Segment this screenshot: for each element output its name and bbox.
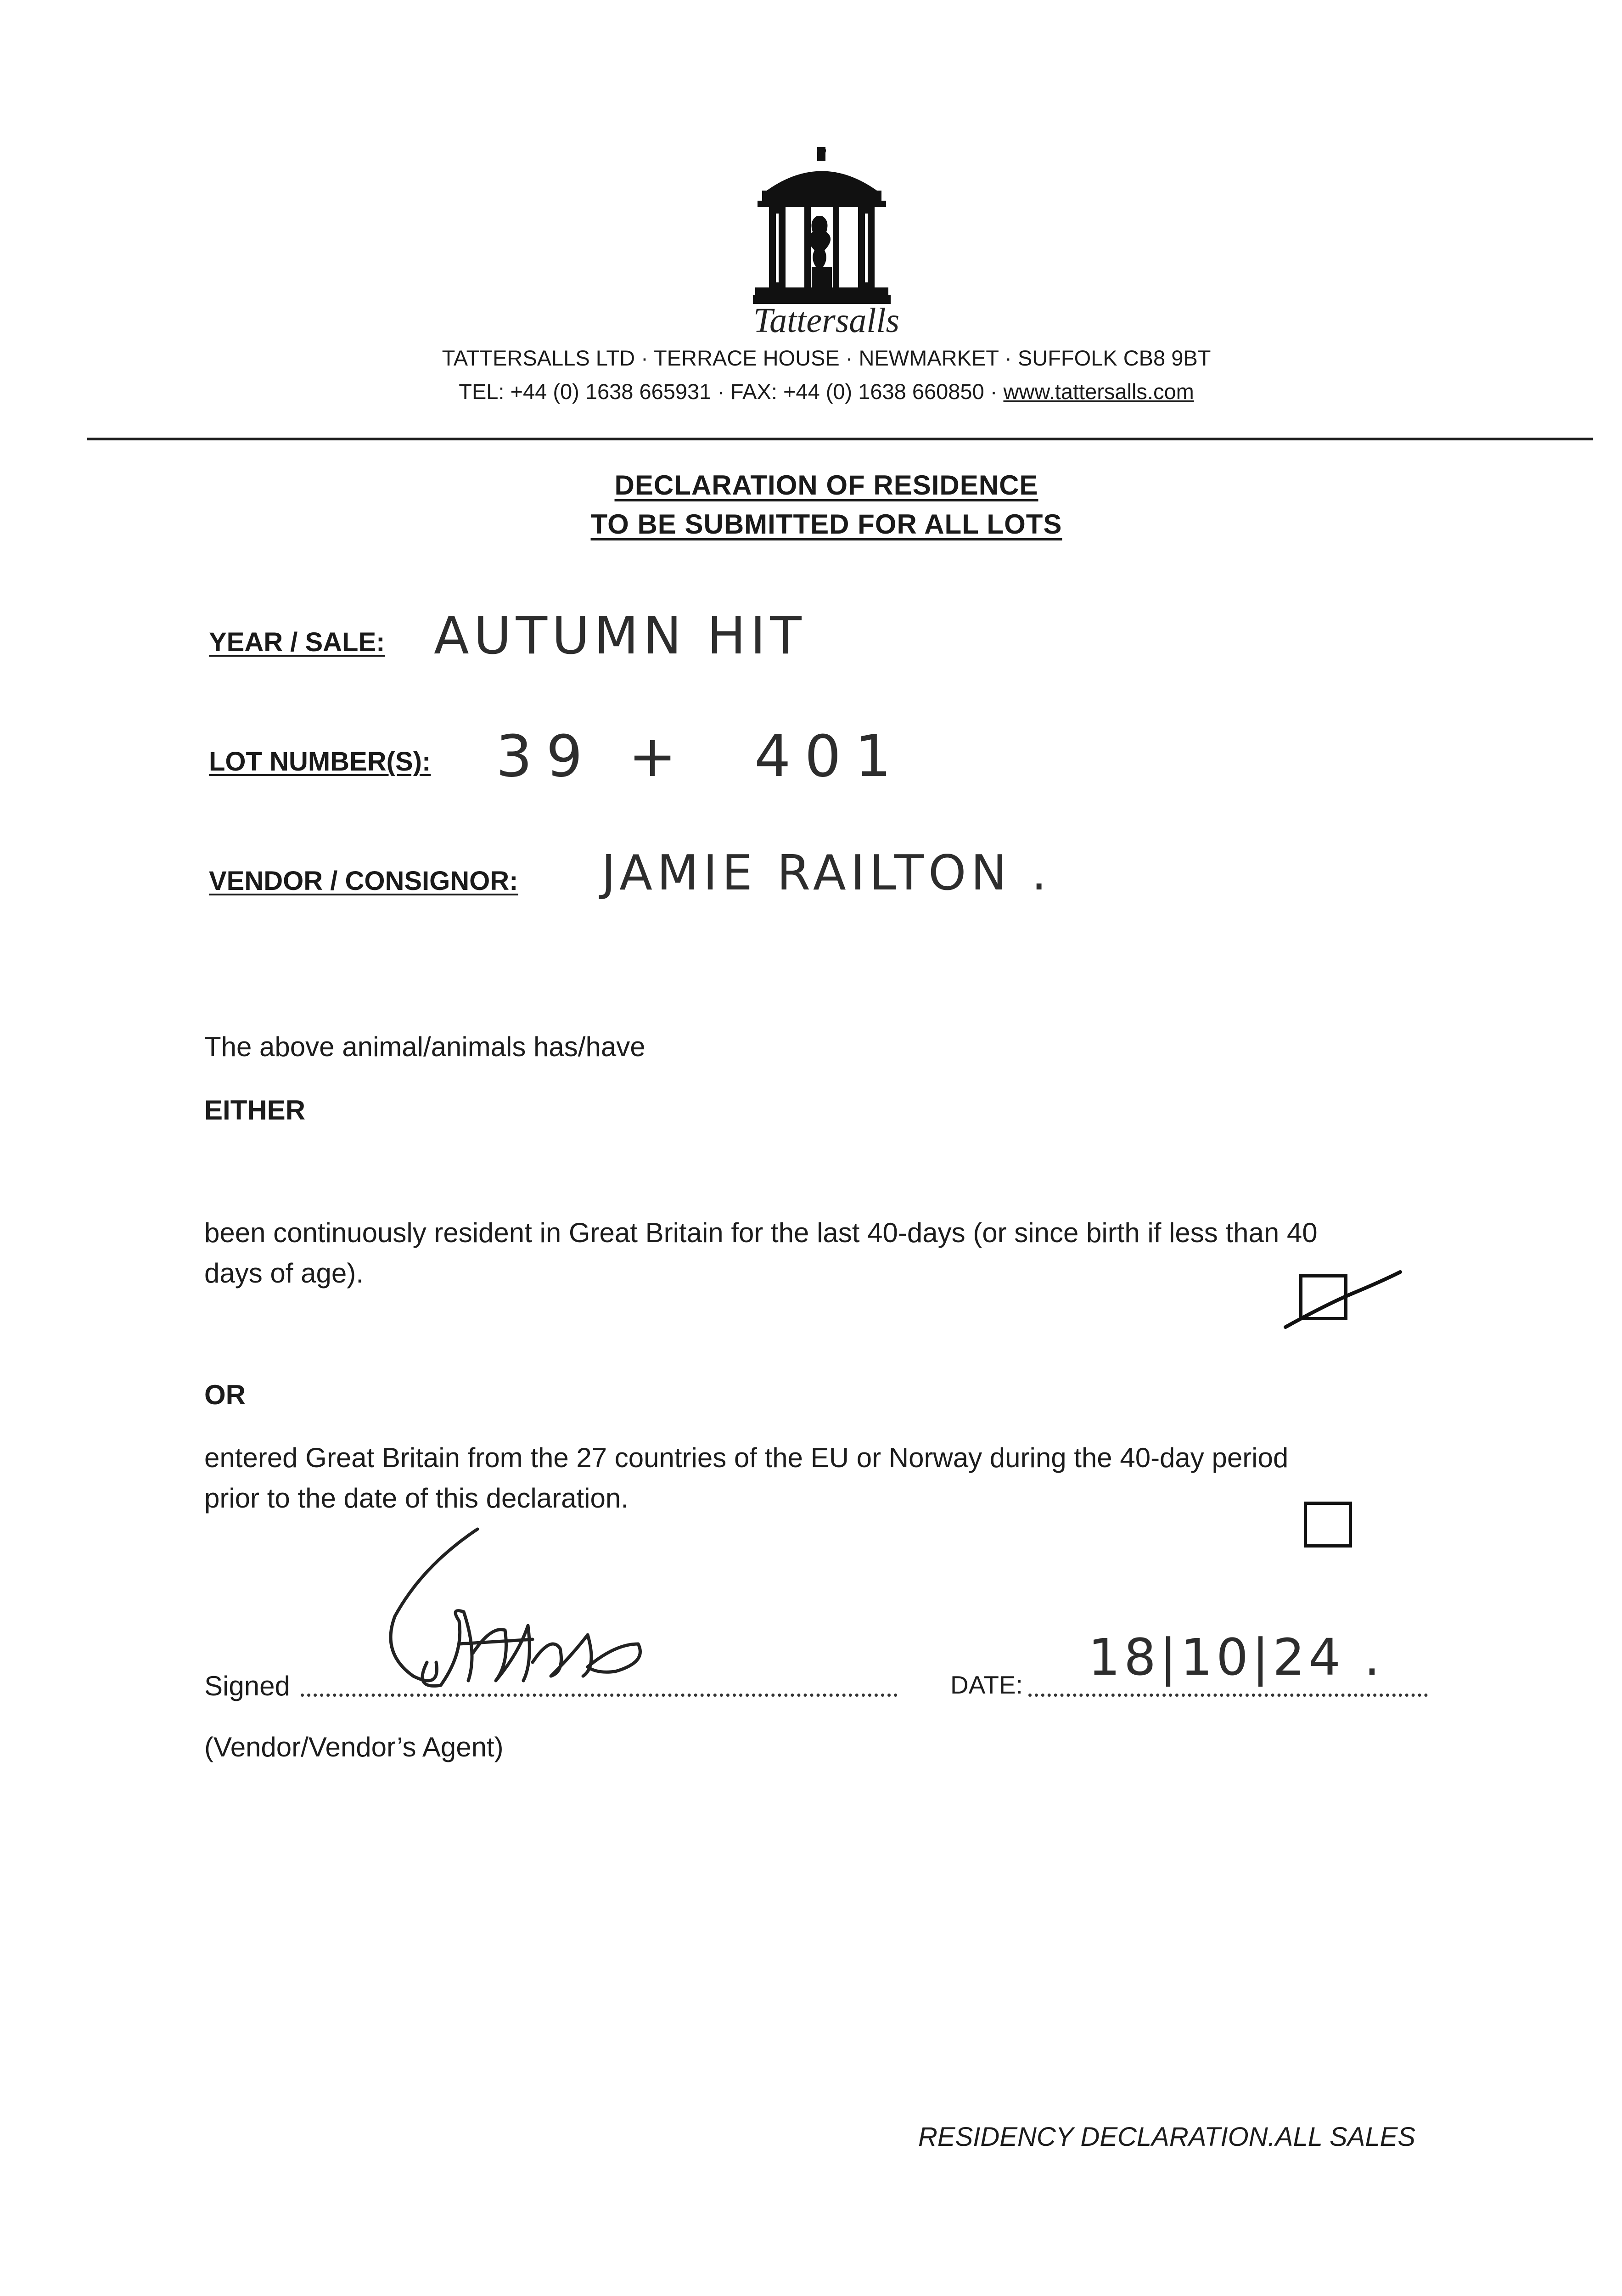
year-sale-field[interactable]: AUTUMN HIT — [434, 606, 806, 666]
option1-text-line1: been continuously resident in Great Britain for the last 40-days (or since birth if less than 40 — [204, 1217, 1318, 1248]
handwritten-signature[interactable] — [358, 1515, 657, 1699]
footer-form-name: RESIDENCY DECLARATION.ALL SALES — [918, 2122, 1416, 2152]
date-field[interactable]: 18|10|24 . — [1088, 1628, 1384, 1687]
logo-brand-name: Tattersalls — [753, 301, 900, 340]
date-line — [1028, 1694, 1428, 1697]
year-sale-label: YEAR / SALE: — [209, 627, 385, 657]
option1-check-mark — [1281, 1261, 1405, 1334]
option1-text-line2: days of age). — [204, 1258, 364, 1289]
signed-label: Signed — [204, 1671, 290, 1701]
company-contact — [230, 379, 1423, 404]
header-divider — [87, 438, 1593, 440]
lot-number-label: LOT NUMBER(S): — [209, 747, 431, 777]
statement-intro: The above animal/animals has/have — [204, 1031, 645, 1062]
date-label: DATE: — [950, 1671, 1023, 1699]
vendor-consignor-label: VENDOR / CONSIGNOR: — [209, 866, 518, 896]
company-address: TATTERSALLS LTD · TERRACE HOUSE · NEWMARKET · SUFFOLK CB8 9BT — [442, 346, 1211, 370]
contact-phone-fax: TEL: +44 (0) 1638 665931 · FAX: +44 (0) 1638 660850 · — [459, 379, 1004, 404]
lot-number-field[interactable]: 39 + 401 — [496, 723, 905, 790]
form-subtitle: TO BE SUBMITTED FOR ALL LOTS — [590, 509, 1062, 540]
website-link[interactable]: www.tattersalls.com — [1003, 379, 1194, 404]
either-heading: EITHER — [204, 1095, 306, 1125]
option2-text-line1: entered Great Britain from the 27 countries of the EU or Norway during the 40-day period — [204, 1442, 1289, 1473]
option2-checkbox[interactable] — [1304, 1502, 1352, 1548]
form-title: DECLARATION OF RESIDENCE — [614, 470, 1038, 501]
option2-text-line2: prior to the date of this declaration. — [204, 1483, 629, 1514]
vendor-consignor-field[interactable]: JAMIE RAILTON . — [601, 845, 1051, 901]
tattersalls-logo-image — [753, 147, 891, 305]
or-heading: OR — [204, 1379, 246, 1410]
signer-role-label: (Vendor/Vendor’s Agent) — [204, 1732, 504, 1762]
